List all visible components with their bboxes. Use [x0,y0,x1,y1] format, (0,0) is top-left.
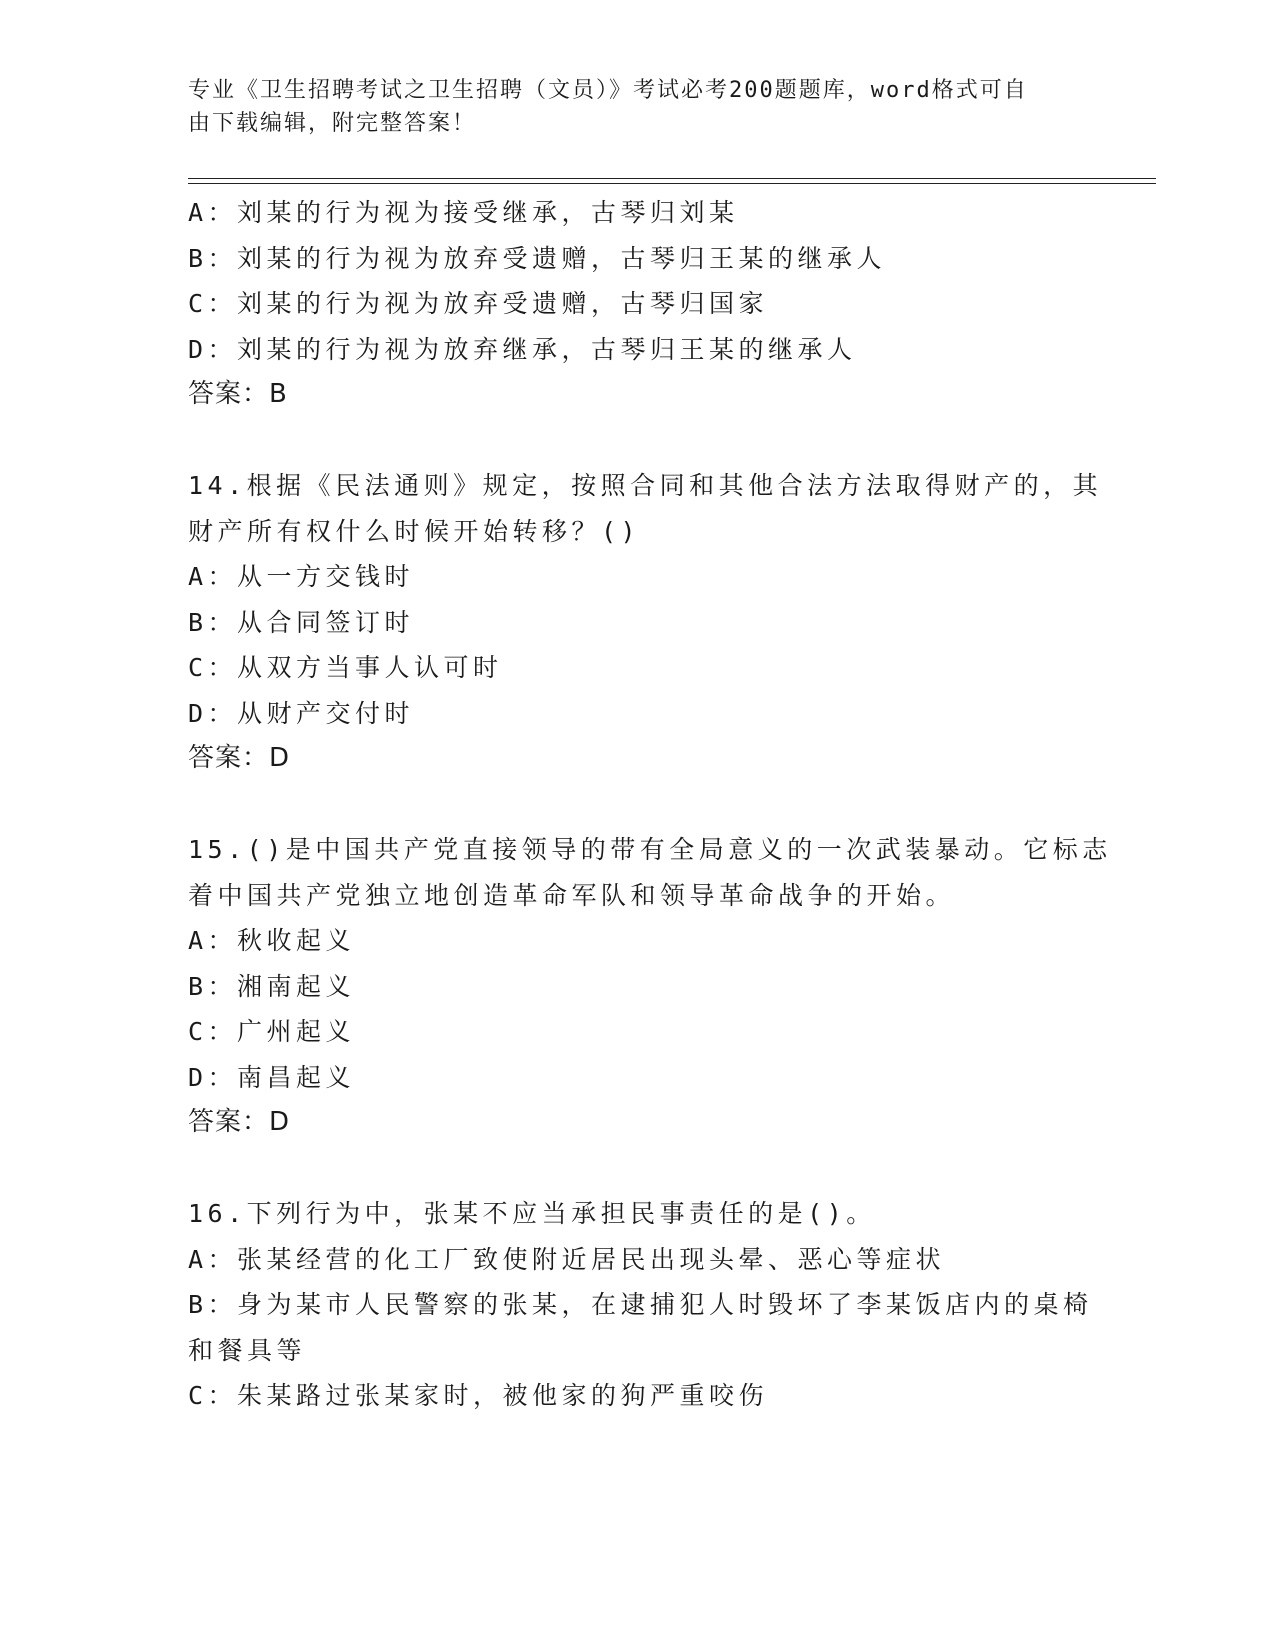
document-header [188,74,1088,140]
question-16 [188,1191,1093,1419]
option-b: B：湘南起义 [188,971,356,1001]
header-line-2: 由下载编辑，附完整答案！ [188,111,477,136]
option-d: D：南昌起义 [188,1062,356,1092]
option-b-continued: 和餐具等 [188,1335,307,1365]
option-c: C：朱某路过张某家时，被他家的狗严重咬伤 [188,1381,769,1410]
question-13 [188,190,1088,418]
option-a: A：秋收起义 [188,926,356,955]
question-stem: 14.根据《民法通则》规定，按照合同和其他合法方法取得财产的，其 [188,471,1103,500]
option-b: B：身为某市人民警察的张某，在逮捕犯人时毁坏了李某饭店内的桌椅 [188,1290,1093,1319]
option-c: C：刘某的行为视为放弃受遗赠，古琴归国家 [188,289,769,318]
question-stem-continued: 财产所有权什么时候开始转移？() [188,516,641,546]
header-divider-bottom [188,183,1156,184]
spacer [188,418,1088,464]
option-b: B：从合同签订时 [188,607,415,637]
answer-line: 答案：D [188,743,291,773]
option-b: B：刘某的行为视为放弃受遗赠，古琴归王某的继承人 [188,243,887,273]
question-stem: 16.下列行为中，张某不应当承担民事责任的是()。 [188,1199,876,1228]
question-15 [188,827,1112,1146]
spacer [188,1146,1088,1192]
option-a: A：张某经营的化工厂致使附近居民出现头晕、恶心等症状 [188,1244,946,1274]
header-line-1: 专业《卫生招聘考试之卫生招聘（文员）》考试必考200题题库，word格式可自 [188,78,1028,103]
question-content [188,190,1112,1419]
option-d: D：从财产交付时 [188,698,415,728]
answer-line: 答案：B [188,379,288,409]
answer-line: 答案：D [188,1107,291,1137]
header-divider-top [188,178,1156,179]
option-d: D：刘某的行为视为放弃继承，古琴归王某的继承人 [188,334,857,364]
question-stem: 15.()是中国共产党直接领导的带有全局意义的一次武装暴动。它标志 [188,835,1112,864]
option-a: A：刘某的行为视为接受继承，古琴归刘某 [188,198,739,227]
option-a: A：从一方交钱时 [188,562,415,591]
option-c: C：从双方当事人认可时 [188,653,503,682]
question-14 [188,463,1103,782]
option-c: C：广州起义 [188,1017,356,1046]
spacer [188,782,1088,828]
question-stem-continued: 着中国共产党独立地创造革命军队和领导革命战争的开始。 [188,880,956,910]
